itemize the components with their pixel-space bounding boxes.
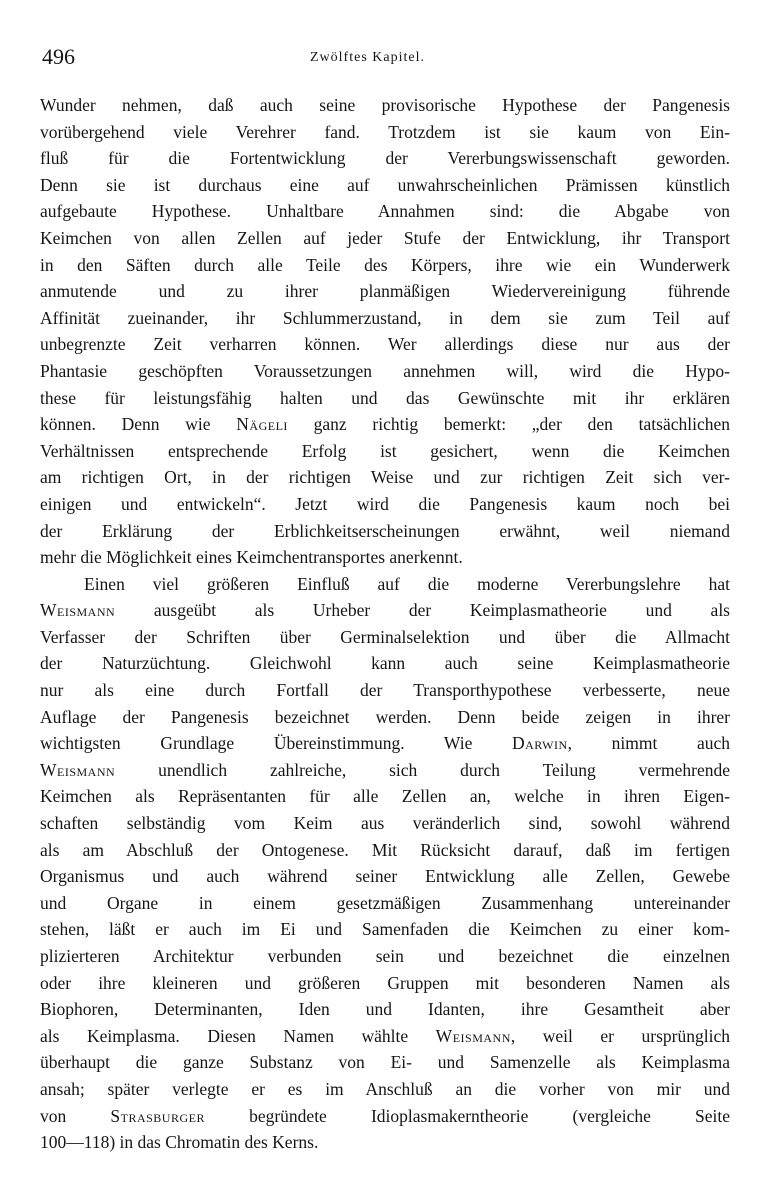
- text-line: wichtigsten Grundlage Übereinstimmung. Wie Darwin, nimmt auch: [40, 733, 731, 754]
- chapter-title: Zwölftes Kapitel.: [310, 50, 425, 65]
- text-line: am richtigen Ort, in der richtigen Weise und zur richtigen Zeit sich ver-: [40, 467, 730, 488]
- text-line: unbegrenzte Zeit verharren können. Wer allerdings diese nur aus der: [40, 334, 730, 355]
- text-line: Phantasie geschöpften Voraussetzungen annehmen will, wird die Hypo-: [40, 360, 730, 381]
- text-line: oder ihre kleineren und größeren Gruppen mit besonderen Namen als: [40, 972, 730, 993]
- text-line: Affinität zueinander, ihr Schlummerzustand, in dem sie zum Teil auf: [40, 307, 730, 328]
- text-line: Weismann unendlich zahlreiche, sich durch Teilung vermehrende: [40, 759, 730, 780]
- text-line: these für leistungsfähig halten und das Gewünschte mit ihr erklären: [40, 387, 730, 408]
- text-line: und Organe in einem gesetzmäßigen Zusammenhang untereinander: [40, 892, 730, 913]
- text-line: Auflage der Pangenesis bezeichnet werden. Denn beide zeigen in ihrer: [40, 706, 730, 727]
- text-line: der Erklärung der Erblichkeitserscheinungen erwähnt, weil niemand: [40, 520, 730, 541]
- text-line: Verfasser der Schriften über Germinalselektion und über die Allmacht: [40, 626, 730, 647]
- text-line: überhaupt die ganze Substanz von Ei- und Samenzelle als Keimplasma: [40, 1052, 730, 1073]
- text-line: der Naturzüchtung. Gleichwohl kann auch seine Keimplasmatheorie: [40, 653, 730, 674]
- text-line: als Keimplasma. Diesen Namen wählte Weismann, weil er ursprünglich: [40, 1025, 730, 1046]
- body-text: [40, 92, 730, 1156]
- text-line: Keimchen als Repräsentanten für alle Zellen an, welche in ihren Eigen-: [40, 786, 730, 807]
- text-line: Einen viel größeren Einfluß auf die moderne Vererbungslehre hat: [84, 573, 730, 594]
- text-line: Biophoren, Determinanten, Iden und Idanten, ihre Gesamtheit aber: [40, 999, 730, 1020]
- text-line: Organismus und auch während seiner Entwicklung alle Zellen, Gewebe: [40, 866, 730, 887]
- text-line: anmutende und zu ihrer planmäßigen Wiedervereinigung führende: [40, 281, 730, 302]
- text-line: als am Abschluß der Ontogenese. Mit Rücksicht darauf, daß im fertigen: [40, 839, 730, 860]
- text-line: stehen, läßt er auch im Ei und Samenfaden die Keimchen zu einer kom-: [40, 919, 730, 940]
- text-line: 100—118) in das Chromatin des Kerns.: [40, 1132, 319, 1153]
- text-line: fluß für die Fortentwicklung der Vererbungswissenschaft geworden.: [40, 148, 730, 169]
- text-line: aufgebaute Hypothese. Unhaltbare Annahmen sind: die Abgabe von: [40, 201, 730, 222]
- text-line: mehr die Möglichkeit eines Keimchentransportes anerkennt.: [40, 547, 463, 568]
- text-line: Keimchen von allen Zellen auf jeder Stufe der Entwicklung, ihr Transport: [40, 227, 730, 248]
- text-line: plizierteren Architektur verbunden sein und bezeichnet die einzelnen: [40, 946, 730, 966]
- paragraph: [40, 571, 730, 1156]
- text-line: schaften selbständig vom Keim aus veränderlich sind, sowohl während: [40, 813, 730, 834]
- text-line: Wunder nehmen, daß auch seine provisorische Hypothese der Pangenesis: [40, 95, 730, 115]
- text-line: in den Säften durch alle Teile des Körpers, ihre wie ein Wunderwerk: [40, 254, 730, 275]
- text-line: von Strasburger begründete Idioplasmakerntheorie (vergleiche Seite: [40, 1105, 730, 1126]
- running-head: [40, 44, 730, 74]
- text-line: einigen und entwickeln“. Jetzt wird die Pangenesis kaum noch bei: [40, 493, 730, 514]
- text-line: können. Denn wie Nägeli ganz richtig bemerkt: „der den tatsächlichen: [40, 414, 730, 435]
- paragraph: [40, 92, 730, 571]
- text-line: vorübergehend viele Verehrer fand. Trotzdem ist sie kaum von Ein-: [40, 121, 730, 142]
- page-number: 496: [42, 44, 75, 69]
- text-line: nur als eine durch Fortfall der Transporthypothese verbesserte, neue: [40, 680, 730, 701]
- text-line: ansah; später verlegte er es im Anschluß an die vorher von mir und: [40, 1078, 730, 1099]
- text-line: Weismann ausgeübt als Urheber der Keimplasmatheorie und als: [40, 600, 730, 621]
- text-line: Denn sie ist durchaus eine auf unwahrscheinlichen Prämissen künstlich: [40, 174, 730, 195]
- text-line: Verhältnissen entsprechende Erfolg ist gesichert, wenn die Keimchen: [40, 440, 730, 461]
